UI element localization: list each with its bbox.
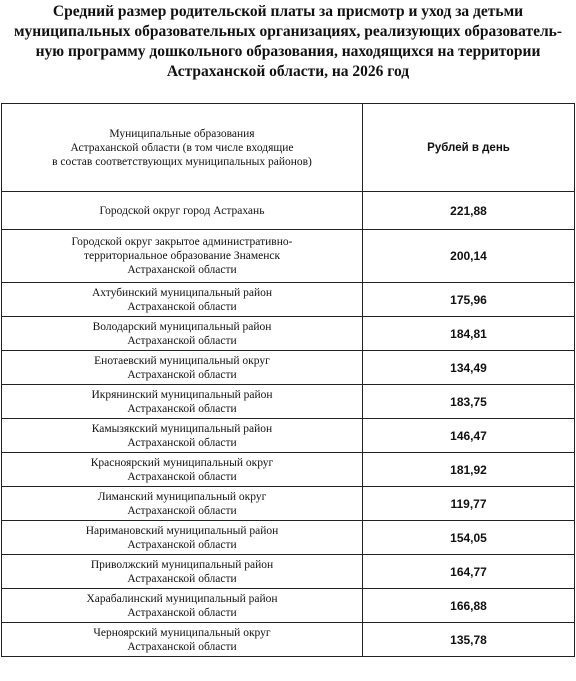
municipality-name-line: Астраханской области: [127, 368, 237, 381]
municipality-name-line: Красноярский муниципальный округ: [90, 456, 274, 469]
table-row: [2, 623, 575, 657]
municipality-name-line: Астраханской области: [127, 538, 237, 551]
header-line: Муниципальные образования: [109, 127, 255, 140]
municipality-cell: [2, 419, 363, 453]
header-line: в состав соответствующих муниципальных районов): [52, 155, 312, 168]
table-header-row: [2, 104, 575, 192]
table-row: [2, 317, 575, 351]
municipality-name-line: Ахтубинский муниципальный район: [91, 286, 273, 299]
table-row: [2, 351, 575, 385]
municipality-cell: [2, 230, 363, 283]
municipality-name-line: Черноярский муниципальный округ: [93, 626, 271, 639]
table-row: [2, 589, 575, 623]
municipality-name-line: Астраханской области: [127, 640, 237, 653]
municipality-name-line: Енотаевский муниципальный округ: [94, 354, 270, 367]
municipality-name-line: Астраханской области: [127, 264, 237, 276]
fee-value-cell: 184,81: [363, 317, 575, 351]
fee-value-cell: 164,77: [363, 555, 575, 589]
fee-value-cell: 200,14: [363, 230, 575, 283]
municipality-name-line: Наримановский муниципальный район: [85, 524, 279, 537]
municipality-name-line: Городской округ город Астрахань: [99, 204, 265, 217]
municipality-name-line: Астраханской области: [127, 402, 237, 415]
fee-value-cell: 135,78: [363, 623, 575, 657]
municipality-name-line: Астраханской области: [127, 436, 237, 449]
table-row: [2, 555, 575, 589]
municipality-cell: [2, 623, 363, 657]
municipality-cell: [2, 555, 363, 589]
municipality-name-line: территориальное образование Знаменск: [83, 250, 281, 262]
title-line: ную программу дошкольного образования, находящихся на территории: [35, 43, 541, 60]
fee-value-cell: 119,77: [363, 487, 575, 521]
fee-value-cell: 183,75: [363, 385, 575, 419]
municipality-cell: [2, 317, 363, 351]
table-row: [2, 487, 575, 521]
municipality-name-line: Астраханской области: [127, 572, 237, 585]
title-line: Астраханской области, на 2026 год: [166, 63, 410, 80]
fee-value-cell: 134,49: [363, 351, 575, 385]
header-municipality: [2, 104, 363, 192]
municipality-cell: [2, 283, 363, 317]
municipality-cell: [2, 351, 363, 385]
municipality-name-line: Астраханской области: [127, 470, 237, 483]
municipality-name-line: Харабалинский муниципальный район: [86, 592, 278, 605]
table-row: [2, 385, 575, 419]
title-line: муниципальных образовательных организациях, реализующих образователь-: [13, 23, 563, 40]
fee-value-cell: 154,05: [363, 521, 575, 555]
header-rubles-per-day: Рублей в день: [363, 104, 575, 192]
municipality-cell: [2, 589, 363, 623]
municipality-name-line: Астраханской области: [127, 504, 237, 517]
municipality-name-line: Городской округ закрытое административно-: [71, 236, 293, 248]
table-row: [2, 521, 575, 555]
municipality-name-line: Лиманский муниципальный округ: [97, 490, 267, 503]
municipality-name-line: Камызякский муниципальный район: [91, 422, 273, 435]
fee-value-cell: 146,47: [363, 419, 575, 453]
municipality-cell: [2, 521, 363, 555]
table-row: [2, 453, 575, 487]
municipality-name-line: Астраханской области: [127, 300, 237, 313]
municipality-cell: [2, 385, 363, 419]
fees-table: [1, 103, 575, 657]
header-line: Астраханской области (в том числе входящие: [70, 141, 294, 154]
municipality-cell: [2, 192, 363, 230]
document-title: [0, 2, 576, 82]
title-line: Средний размер родительской платы за присмотр и уход за детьми: [52, 3, 524, 20]
fee-value-cell: 221,88: [363, 192, 575, 230]
fee-value-cell: 166,88: [363, 589, 575, 623]
municipality-cell: [2, 487, 363, 521]
municipality-name-line: Икрянинский муниципальный район: [91, 388, 273, 401]
table-row: [2, 283, 575, 317]
municipality-name-line: Приволжский муниципальный район: [90, 558, 274, 571]
table-row: [2, 230, 575, 283]
table-row: [2, 419, 575, 453]
municipality-name-line: Володарский муниципальный район: [92, 320, 272, 333]
table-row: [2, 192, 575, 230]
municipality-name-line: Астраханской области: [127, 606, 237, 619]
municipality-cell: [2, 453, 363, 487]
fee-value-cell: 181,92: [363, 453, 575, 487]
municipality-name-line: Астраханской области: [127, 334, 237, 347]
fee-value-cell: 175,96: [363, 283, 575, 317]
